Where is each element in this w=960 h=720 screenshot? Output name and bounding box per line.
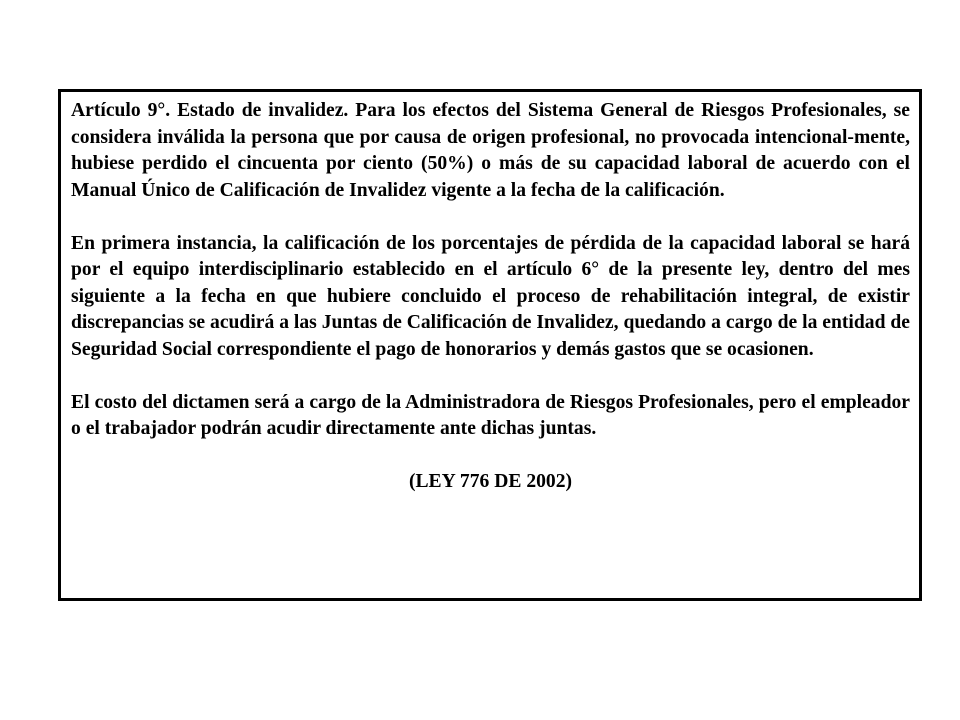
paragraph-first-instance: En primera instancia, la calificación de los porcentajes de pérdida de la capacidad laboral se hará por el equipo interdisciplinario establecido en el artículo 6° de la presente ley, dentro del mes siguiente a la fecha en que hubiere concluido el proceso de rehabilitación integral, de existir discrepancias se acudirá a las Juntas de Calificación de Invalidez, quedando a cargo de la entidad de Seguridad Social correspondiente el pago de honorarios y demás gastos que se ocasionen. — [71, 232, 910, 360]
bordered-text-box — [58, 89, 922, 601]
paragraph-cost-of-ruling: El costo del dictamen será a cargo de la Administradora de Riesgos Profesionales, pero el empleador o el trabajador podrán acudir directamente ante dichas juntas. — [71, 391, 910, 439]
text-content — [71, 98, 910, 496]
paragraph-article-9: Artículo 9°. Estado de invalidez. Para los efectos del Sistema General de Riesgos Profesionales, se considera inválida la persona que por causa de origen profesional, no provocada intencional-mente, hubiese perdido el cincuenta por ciento (50%) o más de su capacidad laboral de acuerdo con el Manual Único de Calificación de Invalidez vigente a la fecha de la calificación. — [71, 100, 910, 201]
law-citation: (LEY 776 DE 2002) — [408, 471, 573, 492]
